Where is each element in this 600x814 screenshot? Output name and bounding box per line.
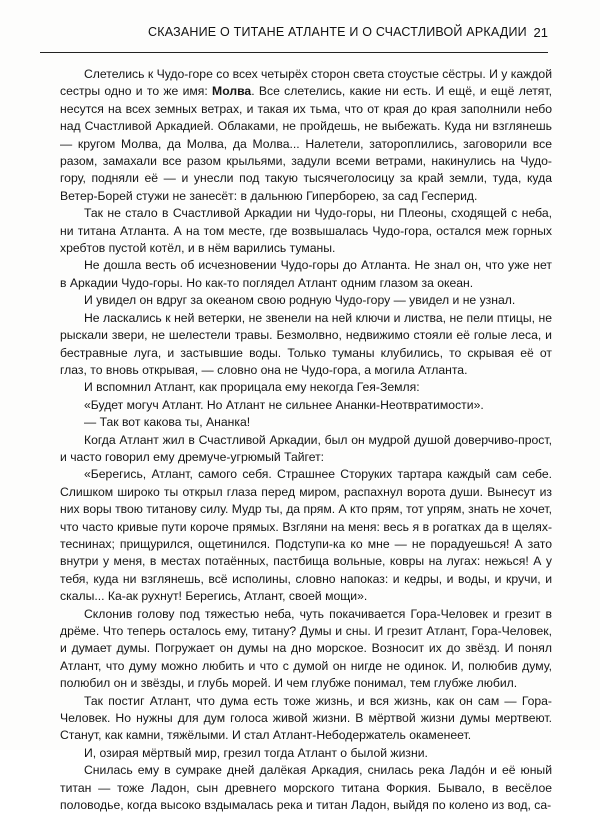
paragraph: И, озирая мёртвый мир, грезил тогда Атлант о былой жизни. bbox=[84, 745, 428, 760]
prophecy-quote: «Будет могуч Атлант. Но Атлант не сильнее Ананки-Неотвратимости». bbox=[84, 397, 484, 412]
paragraph: Когда Атлант жил в Счастливой Аркадии, был он мудрой душой доверчиво-прост, и часто говорил ему дремуче-угрюмый Тайгет: bbox=[60, 432, 552, 464]
body-text bbox=[60, 66, 552, 814]
taiget-speech: «Берегись, Атлант, самого себя. Страшнее Сторуких тартара каждый сам себе. Слишком широко ты открыл глаза перед миром, распахнул ворота души. Вынесут из них воры твою титанову силу. Мудр ты, да прям. А кто прям, тот упрям, знать не хочет, что часто кривые пути короче прямых. Взгляни на меня: весь я в рогатках да в щелях-теснинах; прищурился, ощетинился. Подступи-ка ко мне — не порадуешься! А зато внутри у меня, в местах потаённых, пастбища вольные, ковры на лугах: нежься! А у тебя, куда ни взглянешь, всё исполины, словно напоказ: и кедры, и воды, и кручи, и скалы... Ка-ак рухнут! Берегись, Атлант, своей мощи». bbox=[60, 467, 552, 604]
paragraph: И увидел он вдруг за океаном свою родную Чудо-гору — увидел и не узнал. bbox=[84, 293, 516, 308]
running-header bbox=[40, 12, 548, 53]
paragraph: Не дошла весть об исчезновении Чудо-горы до Атланта. Не знал он, что уже нет в Аркадии Чудо-горы. Но как-то поглядел Атлант одним глазом за океан. bbox=[60, 258, 552, 290]
paragraph: Снилась ему в сумраке дней далёкая Аркадия, снилась река Ладóн и её юный титан — тоже Ладон, сын древнего морского титана Форкия. Бывало, в весёлое половодье, когда высоко вздымалась река и титан Ладон, выйдя по колено из вод, са- bbox=[60, 763, 552, 813]
paragraph: И вспомнил Атлант, как прорицала ему некогда Гея-Земля: bbox=[84, 380, 420, 395]
bold-word-molva: Молва bbox=[212, 84, 252, 99]
paragraph: Так постиг Атлант, что дума есть тоже жизнь, и вся жизнь, как он сам — Гора-Человек. Но нужны для дум голоса живой жизни. В мёртвой жизни думы мертвеют. Станут, как камни, тяжёлыми. И стал Атлант-Небодержатель окаменеет. bbox=[60, 693, 552, 743]
paragraph: Склонив голову под тяжестью неба, чуть покачивается Гора-Человек и грезит в дрёме. Что теперь осталось ему, титану? Думы и сны. И грезит Атлант, Гора-Человек, и думает думы. Погружает он думы на дно морское. Возносит их до звёзд. И понял Атлант, что думу можно любить и что с думой он нигде не одинок. И, полюбив думу, полюбил он и звёзды, и глубь морей. И чем глубже понимал, тем глубже любил. bbox=[60, 606, 552, 691]
page-number: 21 bbox=[533, 24, 548, 40]
paragraph: Так не стало в Счастливой Аркадии ни Чудо-горы, ни Плеоны, сходящей с неба, ни титана Атланта. А на том месте, где возвышалась Чудо-гора, остался меж горных хребтов пустой котёл, и в нём варились туманы. bbox=[60, 206, 552, 256]
dialogue-line: — Так вот какова ты, Ананка! bbox=[84, 415, 251, 430]
paragraph: Не ласкались к ней ветерки, не звенели на ней ключи и листва, не пели птицы, не рыскали звери, не шелестели травы. Безмолвно, недвижимо стояли её голые леса, и бестравные луга, и застывшие воды. Только туманы клубились, то скрывая её от глаз, то вновь открывая, — словно она не Чудо-гора, а могила Атланта. bbox=[60, 310, 552, 377]
running-title: СКАЗАНИЕ О ТИТАНЕ АТЛАНТЕ И О СЧАСТЛИВОЙ АРКАДИИ bbox=[148, 25, 527, 39]
paragraph: Слетелись к Чудо-горе со всех четырёх сторон света стоустые сёстры. И у каждой сестры одно и то же имя: Молва. Все слетелись, какие ни есть. И ещё, и ещё летят, несутся на всех земных ветрах, и такая их тьма, что от края до края заполнили небо над Счастливой Аркадией. Облаками, не пройдешь, не выбежать. Куда ни взглянешь — кругом Молва, да Молва, да Молва... Налетели, затороплились, заговорили все разом, замахали все разом крыльями, задули всеми ветрами, накинулись на Чудо-гору, подняли её — и унесли под такую тысячеголосицу за край земли, туда, куда Ветер-Борей стужи не занесёт: в дальнюю Гиперборею, за сад Гесперид. bbox=[60, 67, 552, 203]
